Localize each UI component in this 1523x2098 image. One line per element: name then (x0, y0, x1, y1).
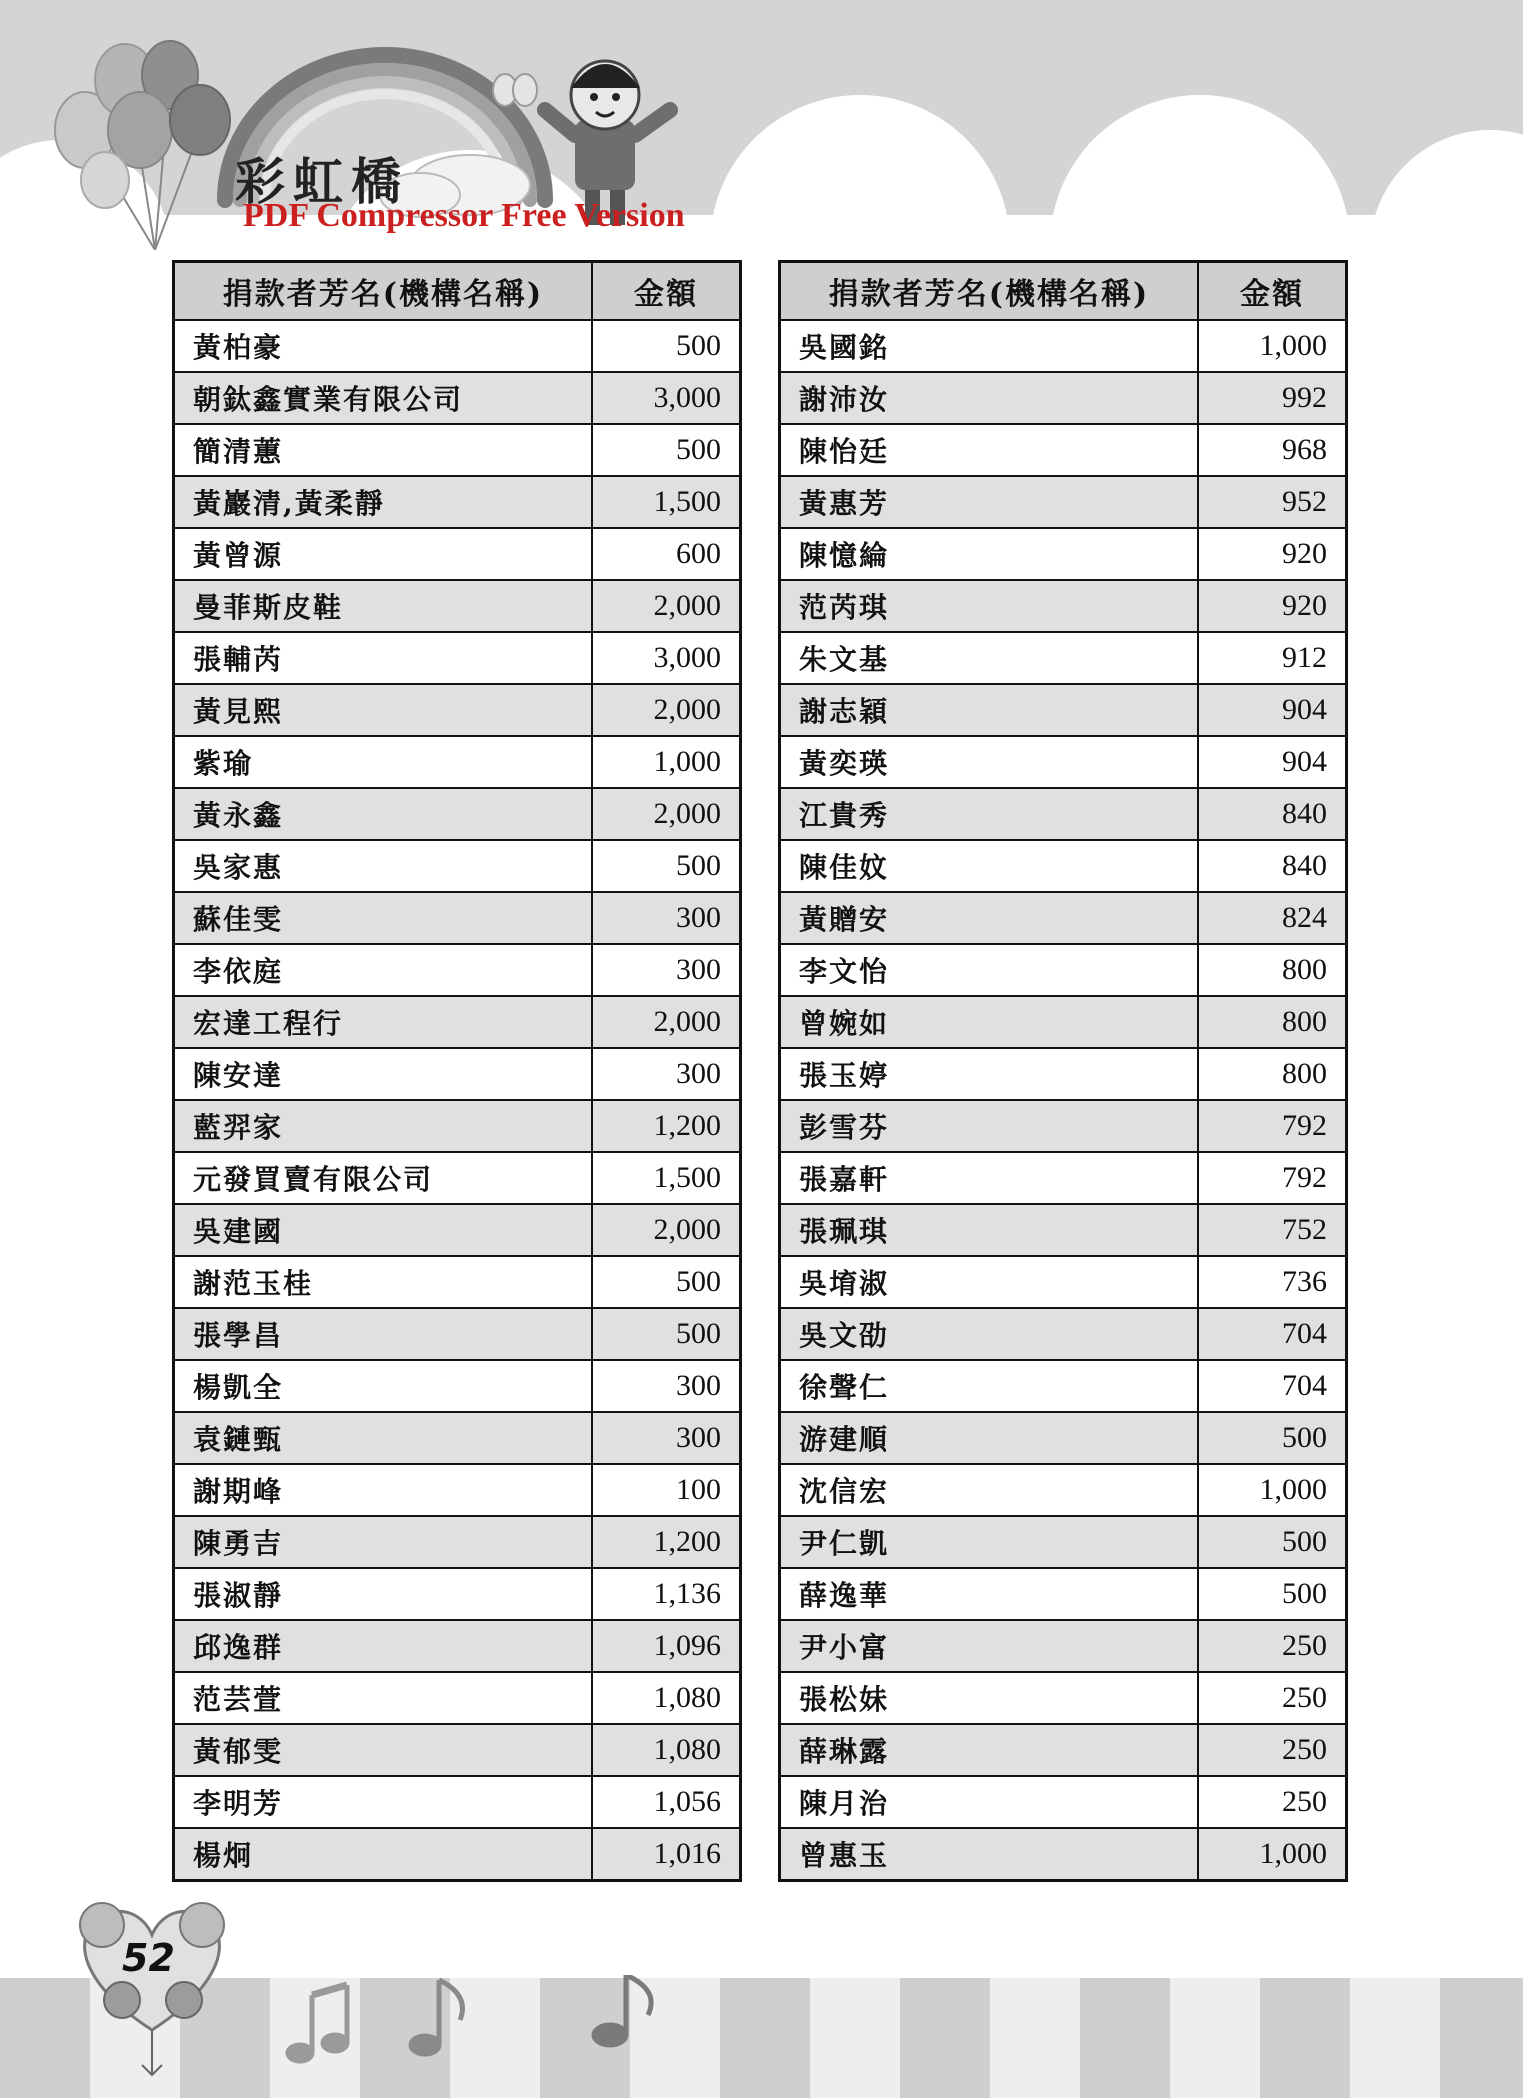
table-row (780, 1412, 1347, 1464)
donation-amount-cell: 912 (1198, 632, 1347, 684)
table-row (174, 476, 741, 528)
table-row (174, 1828, 741, 1881)
table-row (174, 892, 741, 944)
donation-amount-cell: 2,000 (592, 1204, 741, 1256)
donor-name-cell: 袁鏈甄 (174, 1412, 593, 1464)
table-row (780, 840, 1347, 892)
donation-amount-cell: 2,000 (592, 996, 741, 1048)
donation-amount-cell: 3,000 (592, 632, 741, 684)
donation-amount-cell: 792 (1198, 1152, 1347, 1204)
table-header-row (780, 262, 1347, 321)
donor-name-cell: 曼菲斯皮鞋 (174, 580, 593, 632)
table-row (174, 996, 741, 1048)
donor-name-cell: 游建順 (780, 1412, 1199, 1464)
watermark-text: PDF Compressor Free Version (243, 197, 685, 234)
donor-name-cell: 張淑靜 (174, 1568, 593, 1620)
table-row (780, 632, 1347, 684)
table-row (174, 1776, 741, 1828)
donor-name-cell: 謝沛汝 (780, 372, 1199, 424)
table-row (780, 424, 1347, 476)
donation-amount-cell: 736 (1198, 1256, 1347, 1308)
donor-name-cell: 黃郁雯 (174, 1724, 593, 1776)
table-row (780, 1048, 1347, 1100)
donor-table-right-body (780, 320, 1347, 1881)
table-row (780, 1204, 1347, 1256)
donation-amount-cell: 920 (1198, 580, 1347, 632)
donation-amount-cell: 1,000 (1198, 1464, 1347, 1516)
table-row (780, 1828, 1347, 1881)
donor-name-cell: 謝期峰 (174, 1464, 593, 1516)
donor-name-cell: 李依庭 (174, 944, 593, 996)
table-row (780, 944, 1347, 996)
donation-amount-cell: 952 (1198, 476, 1347, 528)
table-row (174, 1412, 741, 1464)
donor-name-cell: 藍羿家 (174, 1100, 593, 1152)
donation-amount-cell: 500 (1198, 1568, 1347, 1620)
section-title: 彩虹橋 (235, 153, 409, 211)
table-row (174, 580, 741, 632)
donor-name-cell: 吳堉淑 (780, 1256, 1199, 1308)
donation-amount-cell: 904 (1198, 736, 1347, 788)
donor-name-cell: 沈信宏 (780, 1464, 1199, 1516)
donor-name-cell: 吳家惠 (174, 840, 593, 892)
table-row (780, 1464, 1347, 1516)
table-row (174, 840, 741, 892)
donor-name-cell: 張輔芮 (174, 632, 593, 684)
table-row (174, 1672, 741, 1724)
donation-amount-cell: 904 (1198, 684, 1347, 736)
table-row (174, 632, 741, 684)
table-row (780, 1516, 1347, 1568)
table-row (174, 736, 741, 788)
table-row (780, 1152, 1347, 1204)
donor-name-cell: 陳安達 (174, 1048, 593, 1100)
donation-amount-cell: 752 (1198, 1204, 1347, 1256)
donor-name-cell: 張嘉軒 (780, 1152, 1199, 1204)
donation-amount-cell: 500 (592, 840, 741, 892)
donation-amount-cell: 500 (1198, 1516, 1347, 1568)
donation-amount-cell: 1,056 (592, 1776, 741, 1828)
donor-name-cell: 范芸萱 (174, 1672, 593, 1724)
donation-amount-cell: 2,000 (592, 788, 741, 840)
donation-amount-cell: 1,000 (592, 736, 741, 788)
table-row (780, 580, 1347, 632)
donation-amount-cell: 704 (1198, 1308, 1347, 1360)
table-row (780, 476, 1347, 528)
donor-name-cell: 黃曾源 (174, 528, 593, 580)
donation-amount-cell: 500 (592, 1308, 741, 1360)
donor-name-cell: 吳建國 (174, 1204, 593, 1256)
donation-amount-cell: 1,080 (592, 1672, 741, 1724)
donor-name-cell: 黃惠芳 (780, 476, 1199, 528)
donor-table-left-body (174, 320, 741, 1881)
donor-name-cell: 范芮琪 (780, 580, 1199, 632)
donation-amount-cell: 500 (592, 320, 741, 372)
donor-name-cell: 黃柏豪 (174, 320, 593, 372)
table-row (174, 320, 741, 372)
column-header-amount: 金額 (592, 262, 741, 321)
table-row (174, 1308, 741, 1360)
donor-name-cell: 宏達工程行 (174, 996, 593, 1048)
table-row (174, 1048, 741, 1100)
table-row (174, 372, 741, 424)
donor-name-cell: 謝志穎 (780, 684, 1199, 736)
donation-amount-cell: 1,200 (592, 1100, 741, 1152)
donor-name-cell: 陳勇吉 (174, 1516, 593, 1568)
donor-name-cell: 黃奕瑛 (780, 736, 1199, 788)
donor-name-cell: 張珮琪 (780, 1204, 1199, 1256)
donation-amount-cell: 1,500 (592, 1152, 741, 1204)
donation-amount-cell: 600 (592, 528, 741, 580)
donation-amount-cell: 824 (1198, 892, 1347, 944)
donation-amount-cell: 250 (1198, 1620, 1347, 1672)
table-row (780, 1568, 1347, 1620)
donor-name-cell: 陳怡廷 (780, 424, 1199, 476)
donation-amount-cell: 1,000 (1198, 320, 1347, 372)
donor-name-cell: 江貴秀 (780, 788, 1199, 840)
donation-amount-cell: 800 (1198, 996, 1347, 1048)
heart-balloon-icon (62, 1880, 242, 2080)
column-header-name: 捐款者芳名(機構名稱) (780, 262, 1199, 321)
table-row (174, 1724, 741, 1776)
table-row (780, 996, 1347, 1048)
donor-name-cell: 紫瑜 (174, 736, 593, 788)
donation-amount-cell: 500 (1198, 1412, 1347, 1464)
donor-name-cell: 元發買賣有限公司 (174, 1152, 593, 1204)
donor-name-cell: 黃見熙 (174, 684, 593, 736)
table-row (780, 684, 1347, 736)
donor-name-cell: 張松妹 (780, 1672, 1199, 1724)
table-header-row (174, 262, 741, 321)
table-row (174, 944, 741, 996)
donor-name-cell: 尹小富 (780, 1620, 1199, 1672)
donation-amount-cell: 250 (1198, 1776, 1347, 1828)
donation-amount-cell: 500 (592, 1256, 741, 1308)
donor-table-right (778, 260, 1348, 1882)
table-row (780, 1308, 1347, 1360)
donation-amount-cell: 300 (592, 892, 741, 944)
donor-name-cell: 黃贈安 (780, 892, 1199, 944)
donor-table-left (172, 260, 742, 1882)
donor-name-cell: 陳憶綸 (780, 528, 1199, 580)
donor-name-cell: 張玉婷 (780, 1048, 1199, 1100)
column-header-amount: 金額 (1198, 262, 1347, 321)
donation-amount-cell: 1,200 (592, 1516, 741, 1568)
table-row (780, 320, 1347, 372)
table-row (780, 1100, 1347, 1152)
donor-name-cell: 徐聲仁 (780, 1360, 1199, 1412)
donation-amount-cell: 800 (1198, 944, 1347, 996)
table-row (174, 1100, 741, 1152)
donor-name-cell: 邱逸群 (174, 1620, 593, 1672)
donation-amount-cell: 1,016 (592, 1828, 741, 1881)
header-decoration (0, 0, 1523, 250)
donor-name-cell: 蘇佳雯 (174, 892, 593, 944)
donation-amount-cell: 1,136 (592, 1568, 741, 1620)
donor-name-cell: 朱文基 (780, 632, 1199, 684)
donor-name-cell: 李文怡 (780, 944, 1199, 996)
donation-amount-cell: 1,000 (1198, 1828, 1347, 1881)
donation-amount-cell: 1,500 (592, 476, 741, 528)
table-row (174, 1516, 741, 1568)
donor-name-cell: 張學昌 (174, 1308, 593, 1360)
donor-name-cell: 陳佳妏 (780, 840, 1199, 892)
donation-amount-cell: 500 (592, 424, 741, 476)
donor-name-cell: 曾婉如 (780, 996, 1199, 1048)
donor-name-cell: 楊炯 (174, 1828, 593, 1881)
donor-name-cell: 薛逸華 (780, 1568, 1199, 1620)
donation-amount-cell: 968 (1198, 424, 1347, 476)
donation-amount-cell: 300 (592, 1048, 741, 1100)
donor-name-cell: 李明芳 (174, 1776, 593, 1828)
donor-name-cell: 曾惠玉 (780, 1828, 1199, 1881)
table-row (174, 424, 741, 476)
donor-name-cell: 黃永鑫 (174, 788, 593, 840)
donation-amount-cell: 840 (1198, 840, 1347, 892)
table-row (780, 372, 1347, 424)
column-header-name: 捐款者芳名(機構名稱) (174, 262, 593, 321)
donation-amount-cell: 300 (592, 1360, 741, 1412)
donor-name-cell: 陳月治 (780, 1776, 1199, 1828)
donation-amount-cell: 792 (1198, 1100, 1347, 1152)
table-row (174, 1204, 741, 1256)
table-row (780, 528, 1347, 580)
donation-amount-cell: 2,000 (592, 684, 741, 736)
table-row (174, 1256, 741, 1308)
donor-name-cell: 楊凱全 (174, 1360, 593, 1412)
page-number: 52 (122, 1936, 175, 1980)
table-row (780, 1776, 1347, 1828)
donation-amount-cell: 1,080 (592, 1724, 741, 1776)
table-row (780, 1672, 1347, 1724)
table-row (780, 1256, 1347, 1308)
table-row (174, 788, 741, 840)
donor-name-cell: 簡清蕙 (174, 424, 593, 476)
donation-amount-cell: 250 (1198, 1672, 1347, 1724)
donation-amount-cell: 300 (592, 1412, 741, 1464)
table-row (780, 736, 1347, 788)
donation-amount-cell: 250 (1198, 1724, 1347, 1776)
donation-amount-cell: 800 (1198, 1048, 1347, 1100)
donation-amount-cell: 920 (1198, 528, 1347, 580)
table-row (780, 1724, 1347, 1776)
donation-amount-cell: 992 (1198, 372, 1347, 424)
donor-name-cell: 吳國銘 (780, 320, 1199, 372)
donation-amount-cell: 300 (592, 944, 741, 996)
table-row (174, 1152, 741, 1204)
donor-name-cell: 黃巖清,黃柔靜 (174, 476, 593, 528)
donation-amount-cell: 840 (1198, 788, 1347, 840)
donor-name-cell: 彭雪芬 (780, 1100, 1199, 1152)
table-row (174, 1360, 741, 1412)
table-row (174, 1464, 741, 1516)
donation-amount-cell: 704 (1198, 1360, 1347, 1412)
donor-name-cell: 吳文劭 (780, 1308, 1199, 1360)
table-row (780, 1620, 1347, 1672)
donor-name-cell: 薛琳露 (780, 1724, 1199, 1776)
donor-name-cell: 朝鈦鑫實業有限公司 (174, 372, 593, 424)
table-row (174, 684, 741, 736)
donor-name-cell: 尹仁凱 (780, 1516, 1199, 1568)
table-row (174, 1620, 741, 1672)
table-row (174, 528, 741, 580)
donation-amount-cell: 100 (592, 1464, 741, 1516)
table-row (780, 892, 1347, 944)
donation-amount-cell: 1,096 (592, 1620, 741, 1672)
donation-amount-cell: 3,000 (592, 372, 741, 424)
table-row (780, 1360, 1347, 1412)
donation-amount-cell: 2,000 (592, 580, 741, 632)
donor-name-cell: 謝范玉桂 (174, 1256, 593, 1308)
table-row (174, 1568, 741, 1620)
table-row (780, 788, 1347, 840)
